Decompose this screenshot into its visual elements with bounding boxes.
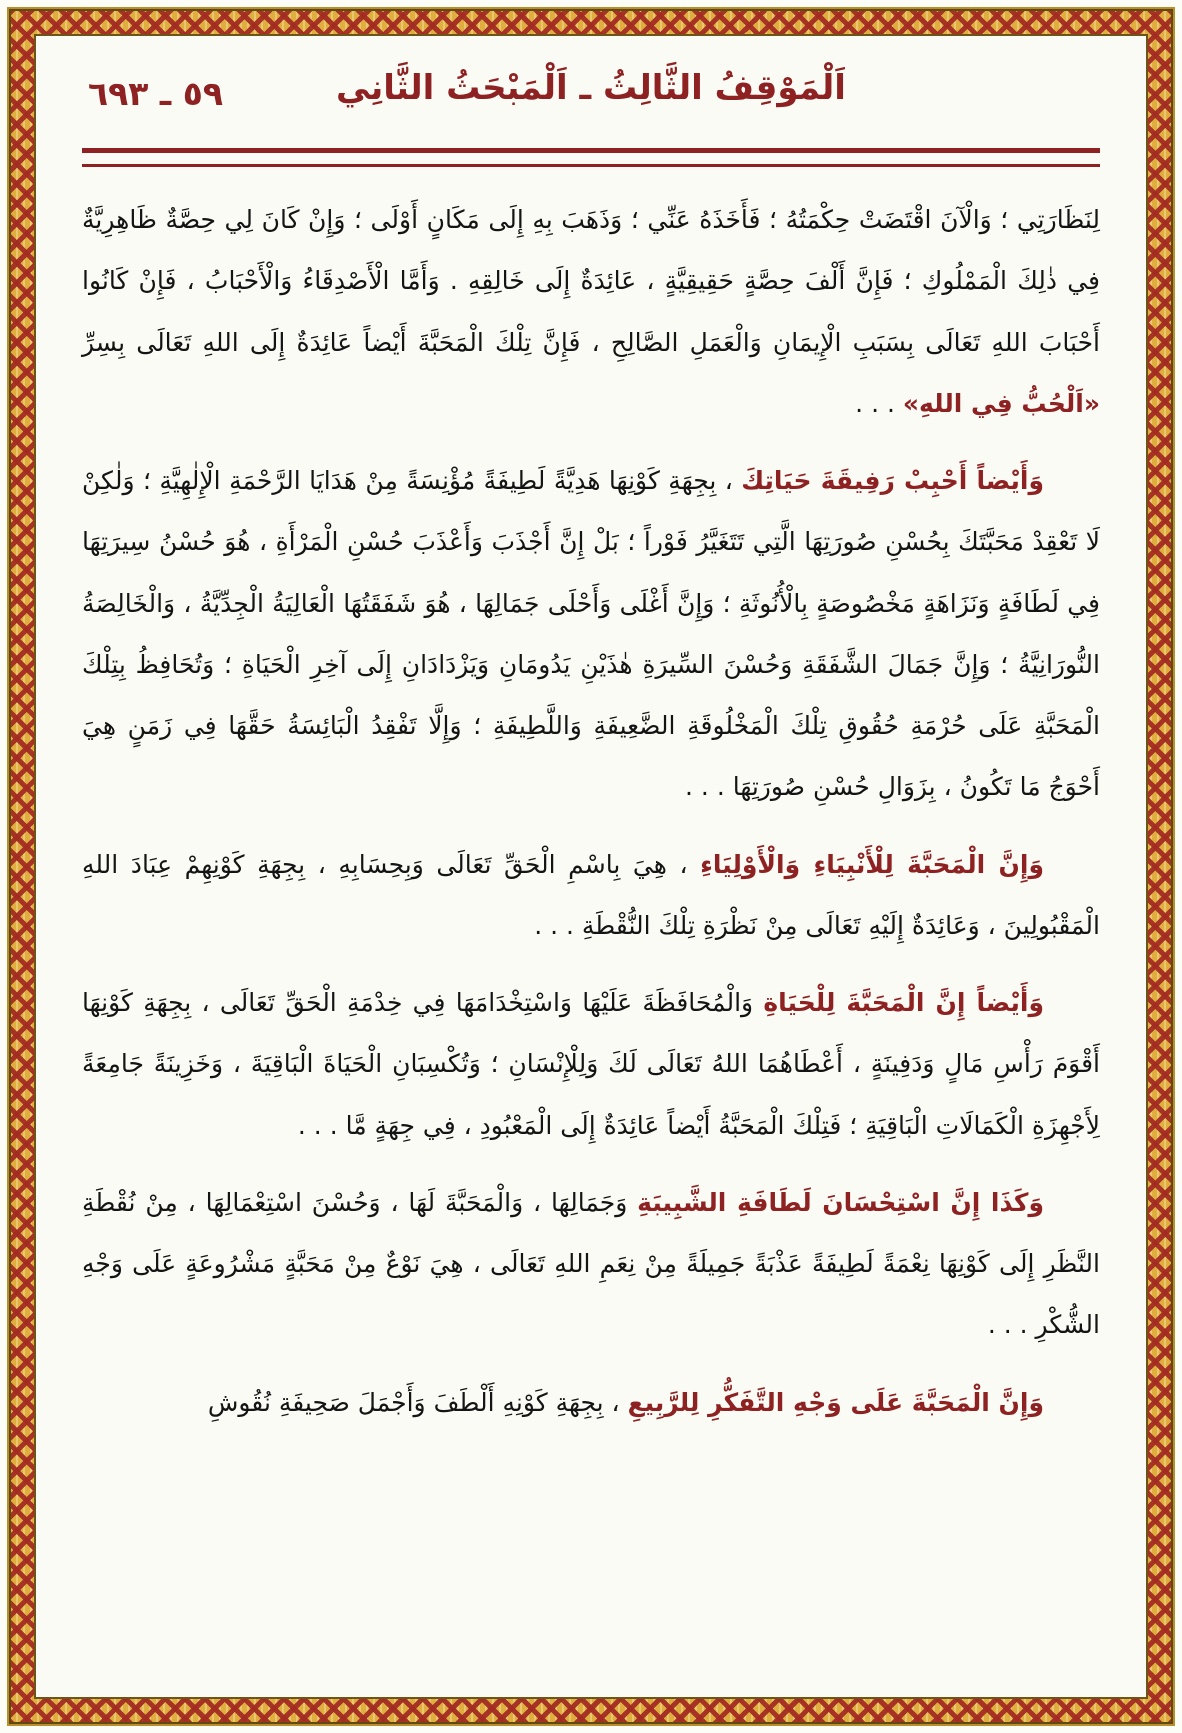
highlight-phrase: وَأَيْضاً إِنَّ الْمَحَبَّةَ لِلْحَيَاةِ xyxy=(763,988,1044,1017)
body-segment: ، هِيَ بِاسْمِ الْحَقِّ تَعَالَى وَبِحِسَابِهِ ، بِجِهَةِ كَوْنِهِمْ عِبَادَ اللهِ الْمَقْبُولِينَ ، وَعَائِدَةٌ إِلَيْهِ تَعَالَى مِنْ نَظْرَةِ تِلْكَ النُّقْطَةِ . . . xyxy=(82,849,1100,940)
paragraph xyxy=(82,450,1100,818)
page-title: اَلْمَوْقِفُ الثَّالِثُ ـ اَلْمَبْحَثُ الثَّانِي xyxy=(336,68,846,108)
body-segment: ، بِجِهَةِ كَوْنِهِ أَلْطَفَ وَأَجْمَلَ صَحِيفَةِ نُقُوشِ xyxy=(207,1387,628,1417)
body-segment: وَجَمَالِهَا ، وَالْمَحَبَّةَ لَهَا ، وَحُسْنَ اسْتِعْمَالِهَا ، مِنْ نُقْطَةِ النَّظَرِ إِلَى كَوْنِهَا نِعْمَةً لَطِيفَةً عَذْبَةً جَمِيلَةً مِنْ نِعَمِ اللهِ تَعَالَى ، هِيَ نَوْعٌ مِنْ مَحَبَّةٍ مَشْرُوعَةٍ عَلَى وَجْهِ الشُّكْرِ . . . xyxy=(82,1187,1100,1340)
body-segment: لِنَظَارَتِي ؛ وَالْآنَ اقْتَضَتْ حِكْمَتُهُ ؛ فَأَخَذَهُ عَنِّي ؛ وَذَهَبَ بِهِ إِلَى مَكَانٍ أَوْلَى ؛ وَإِنْ كَانَ لِي حِصَّةٌ ظَاهِرِيَّةٌ فِي ذٰلِكَ الْمَمْلُوكِ ؛ فَإِنَّ أَلْفَ حِصَّةٍ حَقِيقِيَّةٍ ، عَائِدَةٌ إِلَى خَالِقِهِ . وَأَمَّا الْأَصْدِقَاءُ وَالْأَحْبَابُ ، فَإِنْ كَانُوا أَحْبَابَ اللهِ تَعَالَى بِسَبَبِ الْإِيمَانِ وَالْعَمَلِ الصَّالِحِ ، فَإِنَّ تِلْكَ الْمَحَبَّةَ أَيْضاً عَائِدَةٌ إِلَى اللهِ تَعَالَى بِسِرِّ xyxy=(82,205,1100,357)
page-sheet xyxy=(34,34,1148,1699)
paragraph xyxy=(82,1372,1100,1433)
body-segment: وَالْمُحَافَظَةَ عَلَيْهَا وَاسْتِخْدَامَهَا فِي خِدْمَةِ الْحَقِّ تَعَالَى ، بِجِهَةِ كَوْنِهَا أَقْوَمَ رَأْسِ مَالٍ وَدَفِينَةٍ ، أَعْطَاهُمَا اللهُ تَعَالَى لَكَ وَلِلْإِنْسَانِ ؛ وَتُكْسِبَانِ الْحَيَاةَ الْبَاقِيَةَ ، وَخَزِينَةً جَامِعَةً لِأَجْهِزَةِ الْكَمَالَاتِ الْبَاقِيَةِ ؛ فَتِلْكَ الْمَحَبَّةُ أَيْضاً عَائِدَةٌ إِلَى الْمَعْبُودِ ، فِي جِهَةٍ مَّا . . . xyxy=(82,988,1100,1140)
body-segment: . . . xyxy=(855,388,903,418)
highlight-phrase: وَإِنَّ الْمَحَبَّةَ عَلَى وَجْهِ التَّفَكُّرِ لِلرَّبِيعِ xyxy=(627,1387,1044,1417)
highlight-phrase: وَكَذَا إِنَّ اسْتِحْسَانَ لَطَافَةِ الشَّبِيبَةِ xyxy=(637,1187,1044,1217)
ornamental-border xyxy=(7,7,1175,1726)
highlight-phrase: وَإِنَّ الْمَحَبَّةَ لِلْأَنْبِيَاءِ وَالْأَوْلِيَاءِ xyxy=(700,849,1044,879)
body-segment: ، بِجِهَةِ كَوْنِهَا هَدِيَّةً لَطِيفَةً مُؤْنِسَةً مِنْ هَدَايَا الرَّحْمَةِ الْإِلٰهِيَّةِ ؛ وَلٰكِنْ لَا تَعْقِدْ مَحَبَّتَكَ بِحُسْنِ صُورَتِهَا الَّتِي تَتَغَيَّرُ فَوْراً ؛ بَلْ إِنَّ أَجْذَبَ وَأَعْذَبَ حُسْنِ الْمَرْأَةِ ، هُوَ حُسْنُ سِيرَتِهَا فِي لَطَافَةٍ وَنَزَاهَةٍ مَخْصُوصَةٍ بِالْأُنُوثَةِ ؛ وَإِنَّ أَغْلَى وَأَحْلَى جَمَالِهَا ، هُوَ شَفَقَتُهَا الْعَالِيَةُ الْجِدِّيَّةُ ، وَالْخَالِصَةُ النُّورَانِيَّةُ ؛ وَإِنَّ جَمَالَ الشَّفَقَةِ وَحُسْنَ السِّيرَةِ هٰذَيْنِ يَدُومَانِ وَيَزْدَادَانِ إِلَى آخِرِ الْحَيَاةِ ؛ وَتُحَافِظُ بِتِلْكَ الْمَحَبَّةِ عَلَى حُرْمَةِ حُقُوقِ تِلْكَ الْمَخْلُوقَةِ الضَّعِيفَةِ وَاللَّطِيفَةِ ؛ وَإِلَّا تَفْقِدُ الْبَائِسَةُ حَقَّهَا فِي زَمَنٍ هِيَ أَحْوَجُ مَا تَكُونُ ، بِزَوَالِ حُسْنِ صُورَتِهَا . . . xyxy=(82,466,1100,802)
header-divider xyxy=(82,148,1100,167)
paragraph xyxy=(82,189,1100,434)
paragraph xyxy=(82,1172,1100,1356)
page-header xyxy=(82,66,1100,140)
paragraph xyxy=(82,834,1100,957)
body-text xyxy=(82,189,1100,1433)
highlight-phrase: وَأَيْضاً أَحْبِبْ رَفِيقَةَ حَيَاتِكَ xyxy=(741,466,1044,495)
highlight-phrase: «اَلْحُبُّ فِي اللهِ» xyxy=(902,388,1100,418)
paragraph xyxy=(82,972,1100,1156)
page-numbers: ٥٩ ـ ٦٩٣ xyxy=(88,74,223,113)
